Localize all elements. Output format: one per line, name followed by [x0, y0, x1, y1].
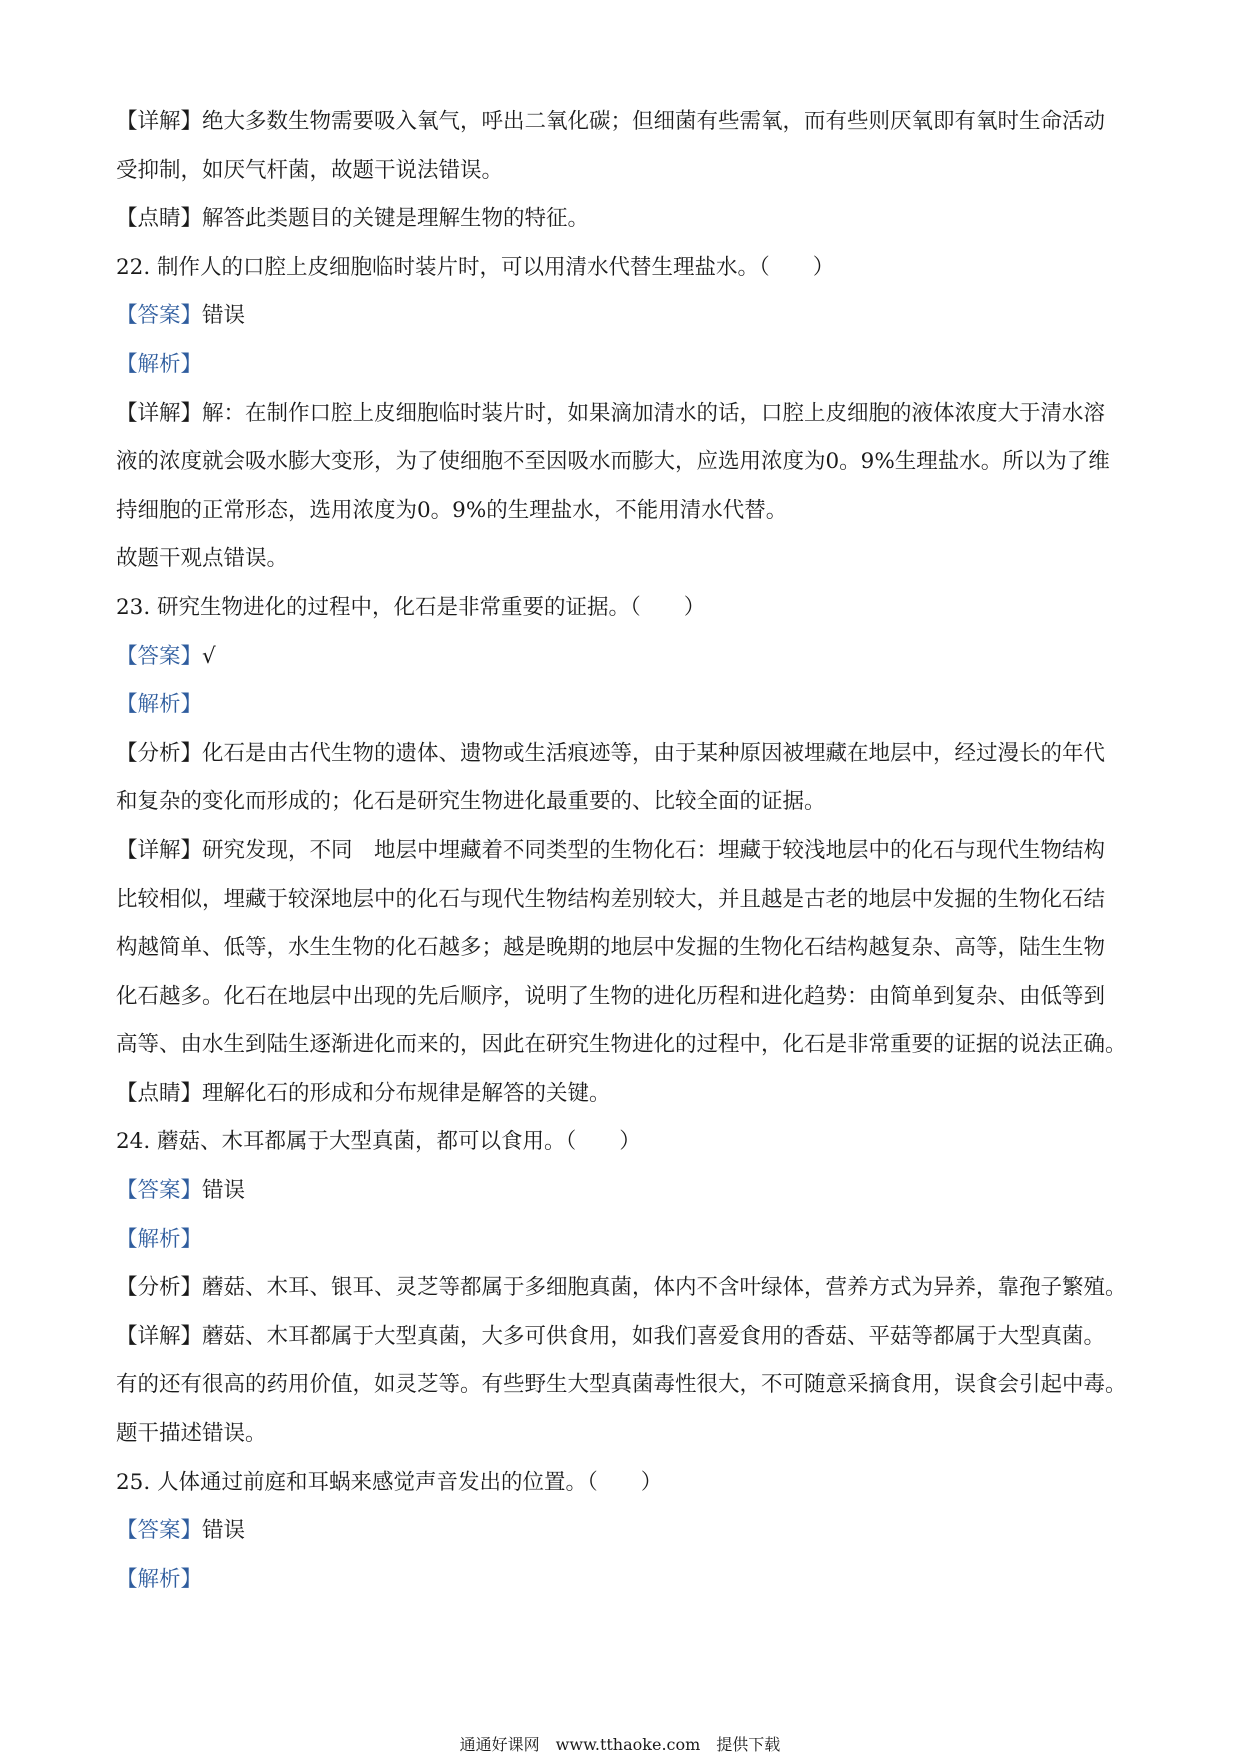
line-text: √ [202, 643, 216, 669]
line-text: 22. 制作人的口腔上皮细胞临时装片时，可以用清水代替生理盐水。（ ） [116, 254, 835, 280]
text-line [116, 876, 1136, 925]
text-line [116, 1216, 1136, 1265]
line-text: 化石是由古代生物的遗体、遗物或生活痕迹等，由于某种原因被埋藏在地层中，经过漫长的年代 [202, 740, 1106, 766]
section-tag: 【点睛】 [116, 1080, 203, 1106]
text-line [116, 778, 1136, 827]
text-line [116, 1361, 1136, 1410]
text-line [116, 584, 1136, 633]
section-tag: 【答案】 [116, 1178, 203, 1204]
line-text: 故题干观点错误。 [116, 546, 289, 572]
text-line [116, 1021, 1136, 1070]
line-text: 和复杂的变化而形成的；化石是研究生物进化最重要的、比较全面的证据。 [116, 789, 826, 815]
line-text: 有的还有很高的药用价值，如灵芝等。有些野生大型真菌毒性很大，不可随意采摘食用，误食会引起中毒。 [116, 1372, 1127, 1398]
line-text: 题干描述错误。 [116, 1421, 267, 1447]
section-tag: 【详解】 [116, 1323, 203, 1349]
line-text: 受抑制，如厌气杆菌，故题干说法错误。 [116, 157, 504, 183]
text-line [116, 1410, 1136, 1459]
section-tag: 【解析】 [116, 351, 203, 377]
text-line [116, 681, 1136, 730]
text-line [116, 1167, 1136, 1216]
text-line [116, 487, 1136, 536]
line-text: 错误 [202, 1518, 246, 1544]
text-line [116, 1507, 1136, 1556]
text-line [116, 633, 1136, 682]
line-text: 绝大多数生物需要吸入氧气，呼出二氧化碳；但细菌有些需氧，而有些则厌氧即有氧时生命活动 [202, 109, 1106, 134]
text-line [116, 535, 1136, 584]
section-tag: 【详解】 [116, 400, 203, 426]
line-text: 错误 [202, 303, 246, 329]
page-footer: 通通好课网 www.tthaoke.com 提供下载 [459, 1735, 781, 1754]
document-body [116, 98, 1136, 1604]
line-text: 解答此类题目的关键是理解生物的特征。 [202, 206, 590, 232]
text-line [116, 1556, 1136, 1605]
text-line [116, 827, 1136, 876]
section-tag: 【详解】 [116, 837, 203, 863]
section-tag: 【详解】 [116, 109, 203, 134]
section-tag: 【解析】 [116, 1226, 203, 1252]
text-line [116, 1264, 1136, 1313]
text-line [116, 438, 1136, 487]
line-text: 化石越多。化石在地层中出现的先后顺序，说明了生物的进化历程和进化趋势：由简单到复杂、由低等到 [116, 983, 1106, 1009]
line-text: 蘑菇、木耳、银耳、灵芝等都属于多细胞真菌，体内不含叶绿体，营养方式为异养，靠孢子繁殖。 [202, 1275, 1127, 1301]
text-line [116, 390, 1136, 439]
section-tag: 【答案】 [116, 303, 203, 329]
text-line [116, 292, 1136, 341]
text-line [116, 730, 1136, 779]
section-tag: 【点睛】 [116, 206, 203, 232]
text-line [116, 1459, 1136, 1508]
line-text: 理解化石的形成和分布规律是解答的关键。 [202, 1080, 611, 1106]
text-line [116, 973, 1136, 1022]
text-line [116, 1070, 1136, 1119]
section-tag: 【解析】 [116, 1566, 203, 1592]
text-line [116, 244, 1136, 293]
text-line [116, 147, 1136, 196]
line-text: 构越简单、低等，水生生物的化石越多；越是晚期的地层中发掘的生物化石结构越复杂、高等，陆生生物 [116, 935, 1106, 961]
line-text: 错误 [202, 1178, 246, 1204]
line-text: 解：在制作口腔上皮细胞临时装片时，如果滴加清水的话，口腔上皮细胞的液体浓度大于清水溶 [202, 400, 1106, 426]
line-text: 液的浓度就会吸水膨大变形，为了使细胞不至因吸水而膨大，应选用浓度为0。9%生理盐水。所以为了维 [116, 449, 1110, 475]
section-tag: 【分析】 [116, 1275, 203, 1301]
section-tag: 【解析】 [116, 692, 203, 718]
line-text: 23. 研究生物进化的过程中，化石是非常重要的证据。（ ） [116, 594, 706, 620]
text-line [116, 341, 1136, 390]
text-line [116, 1313, 1136, 1362]
section-tag: 【分析】 [116, 740, 203, 766]
text-line [116, 195, 1136, 244]
line-text: 研究发现，不同 地层中埋藏着不同类型的生物化石：埋藏于较浅地层中的化石与现代生物结构 [202, 837, 1106, 863]
line-text: 25. 人体通过前庭和耳蜗来感觉声音发出的位置。（ ） [116, 1469, 663, 1495]
line-text: 持细胞的正常形态，选用浓度为0。9%的生理盐水，不能用清水代替。 [116, 497, 788, 523]
line-text: 比较相似，埋藏于较深地层中的化石与现代生物结构差别较大，并且越是古老的地层中发掘的生物化石结 [116, 886, 1106, 912]
text-line [116, 1118, 1136, 1167]
text-line [116, 98, 1136, 147]
line-text: 高等、由水生到陆生逐渐进化而来的，因此在研究生物进化的过程中，化石是非常重要的证据的说法正确。 [116, 1032, 1127, 1058]
section-tag: 【答案】 [116, 643, 203, 669]
line-text: 24. 蘑菇、木耳都属于大型真菌，都可以食用。（ ） [116, 1129, 641, 1155]
text-line [116, 924, 1136, 973]
line-text: 蘑菇、木耳都属于大型真菌，大多可供食用，如我们喜爱食用的香菇、平菇等都属于大型真菌。 [202, 1323, 1106, 1349]
section-tag: 【答案】 [116, 1518, 203, 1544]
